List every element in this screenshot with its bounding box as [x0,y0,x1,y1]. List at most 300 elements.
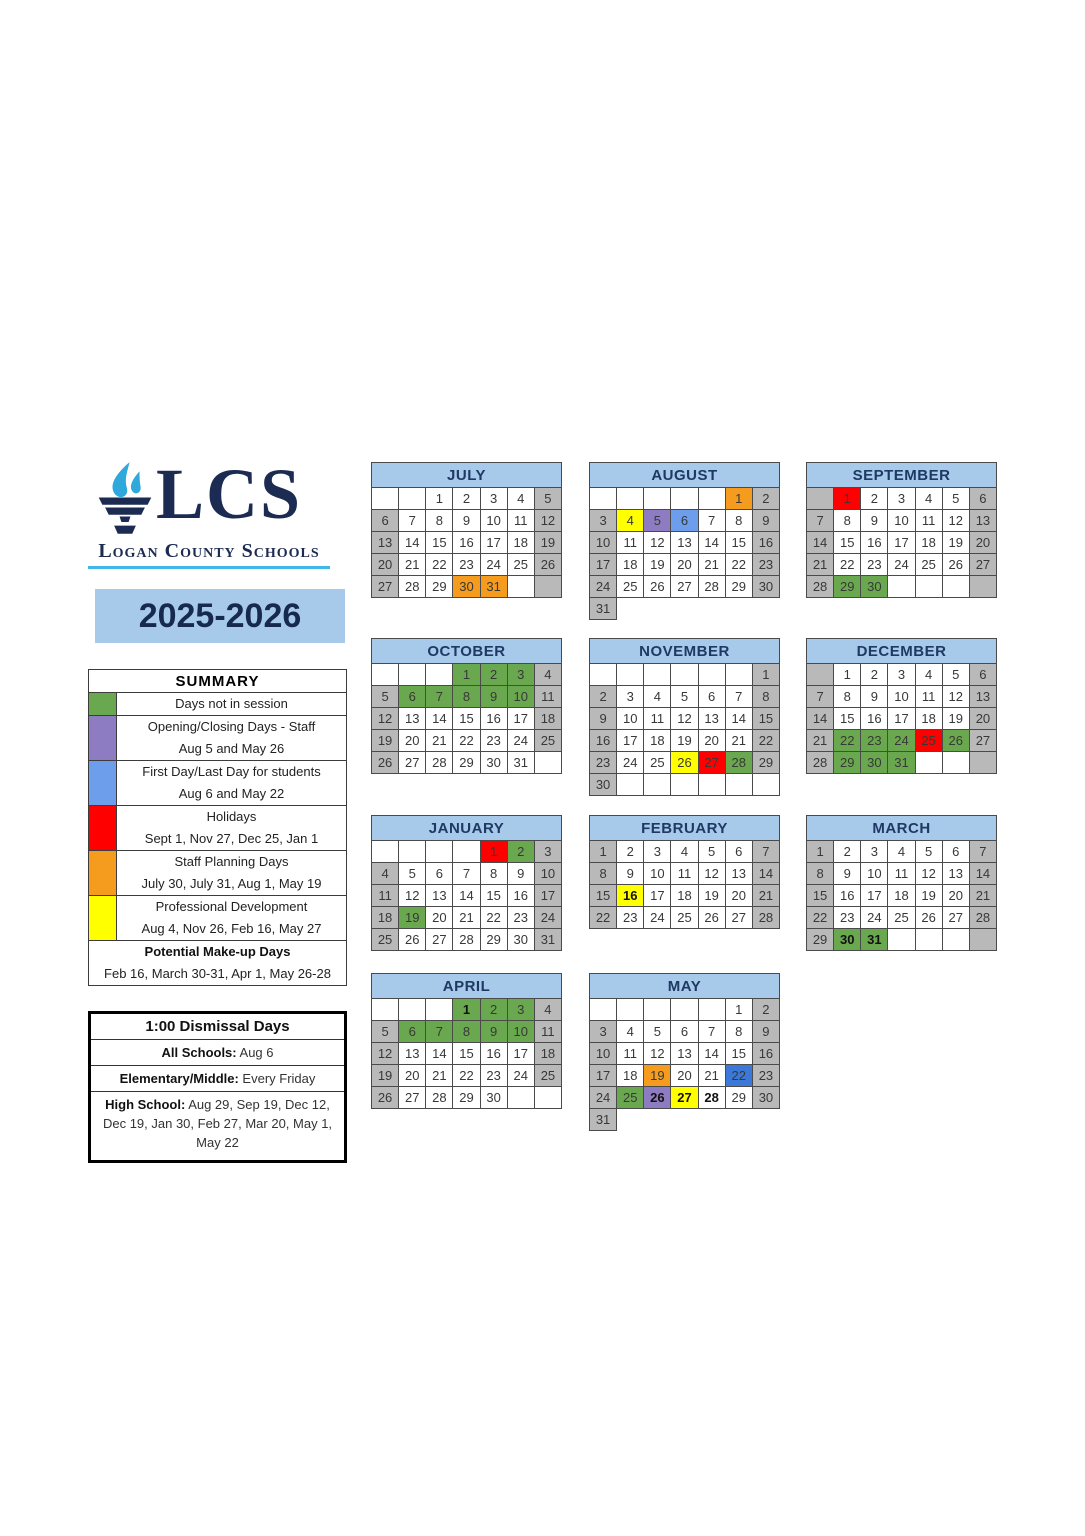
day-cell: 8 [834,686,861,708]
day-cell: 6 [969,664,996,686]
day-cell [426,841,453,863]
day-cell [590,488,617,510]
day-cell: 5 [372,686,399,708]
day-cell: 2 [752,999,779,1021]
week-row [590,863,780,885]
day-cell: 1 [725,488,752,510]
day-cell [942,752,969,774]
week-row [372,532,562,554]
month-title: NOVEMBER [590,639,780,664]
day-cell: 23 [834,907,861,929]
day-cell: 12 [942,510,969,532]
legend-makeup-text: Potential Make-up Days Feb 16, March 30-31, Apr 1, May 26-28 [89,941,347,986]
day-cell: 1 [725,999,752,1021]
day-cell: 4 [507,488,534,510]
day-cell: 23 [480,1065,507,1087]
day-cell: 29 [834,576,861,598]
day-cell [698,774,725,796]
day-cell: 8 [453,1021,480,1043]
day-cell: 17 [888,532,915,554]
day-cell: 6 [698,686,725,708]
day-cell: 3 [888,664,915,686]
day-cell: 8 [807,863,834,885]
day-cell: 6 [725,841,752,863]
dismissal-row: High School: Aug 29, Sep 19, Dec 12, Dec 19, Jan 30, Feb 27, Mar 20, May 1, May 22 [102,1097,333,1150]
day-cell: 4 [915,664,942,686]
week-row [372,752,562,774]
day-cell [915,576,942,598]
day-cell: 23 [752,554,779,576]
day-cell [399,841,426,863]
day-cell: 18 [915,532,942,554]
day-cell: 22 [453,1065,480,1087]
day-cell: 22 [426,554,453,576]
day-cell: 14 [725,708,752,730]
day-cell: 25 [617,576,644,598]
day-cell: 20 [671,554,698,576]
day-cell: 21 [752,885,779,907]
day-cell: 21 [698,554,725,576]
day-cell: 29 [426,576,453,598]
day-cell: 21 [969,885,996,907]
day-cell: 11 [372,885,399,907]
day-cell: 17 [534,885,561,907]
day-cell: 28 [725,752,752,774]
day-cell: 11 [915,686,942,708]
day-cell: 9 [861,686,888,708]
day-cell: 5 [372,1021,399,1043]
day-cell: 3 [480,488,507,510]
day-cell [644,664,671,686]
month-title: FEBRUARY [590,816,780,841]
day-cell: 28 [399,576,426,598]
day-cell: 26 [915,907,942,929]
day-cell: 29 [725,576,752,598]
legend-text: First Day/Last Day for students Aug 6 and May 22 [117,761,347,806]
day-cell [644,774,671,796]
day-cell [399,488,426,510]
day-cell: 9 [590,708,617,730]
week-row [372,999,562,1021]
dismissal-box [88,1011,347,1163]
day-cell [888,929,915,951]
day-cell: 30 [507,929,534,951]
day-cell: 27 [426,929,453,951]
week-row [372,1043,562,1065]
day-cell: 17 [590,1065,617,1087]
legend-text: Staff Planning Days July 30, July 31, Aug 1, May 19 [117,851,347,896]
week-row [372,1021,562,1043]
day-cell: 14 [969,863,996,885]
day-cell: 30 [861,752,888,774]
day-cell: 15 [480,885,507,907]
day-cell: 14 [698,532,725,554]
day-cell: 19 [942,708,969,730]
day-cell: 4 [671,841,698,863]
day-cell: 30 [590,774,617,796]
day-cell: 15 [752,708,779,730]
summary-legend [88,669,347,986]
day-cell: 31 [590,1109,617,1131]
day-cell: 26 [942,730,969,752]
dismissal-row: All Schools: Aug 6 [91,1040,344,1066]
day-cell: 25 [534,1065,561,1087]
day-cell: 30 [453,576,480,598]
day-cell: 1 [590,841,617,863]
day-cell: 15 [426,532,453,554]
day-cell: 29 [453,752,480,774]
day-cell: 17 [507,1043,534,1065]
month-title: DECEMBER [807,639,997,664]
day-cell: 17 [861,885,888,907]
legend-row [89,806,347,851]
day-cell: 9 [617,863,644,885]
day-cell: 14 [698,1043,725,1065]
day-cell: 24 [480,554,507,576]
day-cell: 19 [399,907,426,929]
day-cell: 15 [453,708,480,730]
day-cell: 5 [534,488,561,510]
day-cell: 7 [399,510,426,532]
day-cell: 25 [534,730,561,752]
month-title: JANUARY [372,816,562,841]
day-cell: 16 [590,730,617,752]
day-cell: 7 [969,841,996,863]
week-row [590,576,780,598]
day-cell: 18 [372,907,399,929]
summary-title: SUMMARY [89,670,347,693]
day-cell [372,488,399,510]
day-cell: 23 [453,554,480,576]
week-row [590,730,780,752]
day-cell: 26 [698,907,725,929]
day-cell: 25 [372,929,399,951]
day-cell: 3 [888,488,915,510]
day-cell: 28 [969,907,996,929]
day-cell: 10 [507,1021,534,1043]
day-cell: 22 [834,554,861,576]
legend-row [89,761,347,806]
day-cell: 21 [399,554,426,576]
day-cell: 4 [534,999,561,1021]
day-cell: 8 [590,863,617,885]
day-cell: 8 [834,510,861,532]
day-cell: 21 [453,907,480,929]
day-cell [617,774,644,796]
day-cell: 28 [698,576,725,598]
day-cell: 3 [590,1021,617,1043]
day-cell: 20 [426,907,453,929]
day-cell: 7 [807,686,834,708]
day-cell: 13 [372,532,399,554]
month-march [806,815,997,951]
day-cell: 30 [752,1087,779,1109]
week-row [372,708,562,730]
day-cell: 9 [480,1021,507,1043]
week-row [590,752,780,774]
week-row [372,929,562,951]
day-cell: 20 [671,1065,698,1087]
day-cell [617,999,644,1021]
day-cell: 27 [399,1087,426,1109]
week-row [372,576,562,598]
day-cell [590,664,617,686]
legend-row [89,851,347,896]
month-april [371,973,562,1109]
day-cell: 21 [426,1065,453,1087]
dismissal-row: Elementary/Middle: Every Friday [91,1066,344,1092]
day-cell [969,752,996,774]
day-cell: 26 [372,1087,399,1109]
day-cell: 6 [372,510,399,532]
day-cell: 14 [399,532,426,554]
week-row [807,510,997,532]
day-cell [942,929,969,951]
legend-row [89,693,347,716]
day-cell: 16 [752,532,779,554]
week-row [807,554,997,576]
day-cell: 30 [480,752,507,774]
month-title: OCTOBER [372,639,562,664]
week-row [590,686,780,708]
legend-text: Days not in session [117,693,347,716]
day-cell: 24 [507,1065,534,1087]
day-cell: 2 [861,488,888,510]
day-cell: 13 [671,1043,698,1065]
day-cell [915,752,942,774]
day-cell: 11 [671,863,698,885]
day-cell: 15 [807,885,834,907]
legend-color-swatch [89,693,117,716]
day-cell [426,999,453,1021]
day-cell: 5 [915,841,942,863]
day-cell: 12 [915,863,942,885]
day-cell: 27 [671,576,698,598]
day-cell: 28 [752,907,779,929]
month-december [806,638,997,774]
week-row [807,929,997,951]
day-cell: 13 [671,532,698,554]
day-cell: 4 [617,510,644,532]
day-cell [426,664,453,686]
day-cell: 11 [534,686,561,708]
day-cell: 23 [861,730,888,752]
day-cell: 20 [399,1065,426,1087]
day-cell: 25 [507,554,534,576]
day-cell: 22 [807,907,834,929]
day-cell [698,999,725,1021]
day-cell: 27 [942,907,969,929]
week-row [807,708,997,730]
day-cell: 10 [861,863,888,885]
day-cell: 5 [942,664,969,686]
day-cell: 18 [534,708,561,730]
day-cell [534,752,561,774]
dismissal-rows [91,1040,344,1160]
day-cell: 19 [915,885,942,907]
day-cell: 1 [834,664,861,686]
day-cell: 24 [644,907,671,929]
day-cell: 25 [617,1087,644,1109]
day-cell: 22 [453,730,480,752]
week-row [372,841,562,863]
day-cell: 13 [942,863,969,885]
day-cell: 29 [480,929,507,951]
week-row [590,1087,780,1109]
day-cell: 11 [507,510,534,532]
week-row [372,488,562,510]
day-cell: 24 [534,907,561,929]
day-cell: 27 [725,907,752,929]
day-cell: 16 [617,885,644,907]
day-cell: 16 [507,885,534,907]
day-cell: 15 [590,885,617,907]
month-title: MAY [590,974,780,999]
month-february [589,815,780,929]
day-cell: 21 [426,730,453,752]
day-cell: 25 [644,752,671,774]
day-cell: 13 [725,863,752,885]
week-row [372,730,562,752]
day-cell: 11 [915,510,942,532]
day-cell: 4 [534,664,561,686]
month-title: MARCH [807,816,997,841]
week-row [807,664,997,686]
day-cell: 4 [644,686,671,708]
week-row [372,885,562,907]
legend-row [89,896,347,941]
day-cell [807,664,834,686]
day-cell: 31 [861,929,888,951]
week-row [807,885,997,907]
day-cell: 24 [888,554,915,576]
week-row [807,863,997,885]
day-cell: 21 [807,730,834,752]
day-cell: 4 [915,488,942,510]
day-cell: 10 [480,510,507,532]
day-cell: 28 [807,576,834,598]
day-cell: 19 [671,730,698,752]
day-cell: 31 [480,576,507,598]
day-cell: 31 [534,929,561,951]
day-cell: 20 [725,885,752,907]
day-cell: 28 [426,1087,453,1109]
day-cell: 7 [453,863,480,885]
day-cell: 3 [507,664,534,686]
week-row [807,730,997,752]
day-cell: 20 [969,532,996,554]
day-cell [915,929,942,951]
day-cell: 4 [617,1021,644,1043]
legend-color-swatch [89,806,117,851]
day-cell: 19 [644,554,671,576]
month-title: APRIL [372,974,562,999]
day-cell: 1 [752,664,779,686]
day-cell: 13 [426,885,453,907]
day-cell: 23 [752,1065,779,1087]
day-cell: 3 [861,841,888,863]
day-cell: 24 [888,730,915,752]
day-cell: 22 [590,907,617,929]
week-row [807,576,997,598]
day-cell: 17 [480,532,507,554]
day-cell: 9 [861,510,888,532]
day-cell: 9 [453,510,480,532]
day-cell: 6 [969,488,996,510]
day-cell: 8 [725,1021,752,1043]
day-cell: 16 [453,532,480,554]
school-year-banner: 2025-2026 [95,589,345,643]
week-row [590,708,780,730]
day-cell: 15 [725,1043,752,1065]
week-row [807,686,997,708]
day-cell: 13 [399,708,426,730]
legend-row [89,716,347,761]
day-cell: 14 [752,863,779,885]
day-cell: 20 [372,554,399,576]
day-cell: 23 [507,907,534,929]
day-cell: 19 [372,730,399,752]
legend-color-swatch [89,851,117,896]
day-cell [644,488,671,510]
day-cell: 3 [507,999,534,1021]
day-cell: 29 [752,752,779,774]
day-cell [942,576,969,598]
day-cell: 2 [834,841,861,863]
day-cell [698,664,725,686]
legend-text: Opening/Closing Days - Staff Aug 5 and May 26 [117,716,347,761]
day-cell: 2 [861,664,888,686]
month-september [806,462,997,598]
week-row [590,532,780,554]
day-cell: 13 [698,708,725,730]
week-row [590,1109,780,1131]
day-cell: 30 [752,576,779,598]
day-cell: 16 [752,1043,779,1065]
day-cell [671,664,698,686]
day-cell: 20 [942,885,969,907]
day-cell [671,488,698,510]
day-cell: 3 [534,841,561,863]
day-cell: 18 [534,1043,561,1065]
day-cell: 19 [644,1065,671,1087]
day-cell: 4 [888,841,915,863]
day-cell: 30 [480,1087,507,1109]
day-cell: 25 [888,907,915,929]
day-cell: 21 [725,730,752,752]
day-cell [507,576,534,598]
day-cell: 13 [399,1043,426,1065]
day-cell: 10 [617,708,644,730]
day-cell [807,488,834,510]
week-row [372,907,562,929]
day-cell: 7 [752,841,779,863]
day-cell: 7 [426,1021,453,1043]
day-cell [372,841,399,863]
day-cell: 2 [453,488,480,510]
day-cell: 11 [644,708,671,730]
day-cell: 11 [888,863,915,885]
day-cell: 23 [617,907,644,929]
day-cell: 14 [426,1043,453,1065]
week-row [590,1065,780,1087]
day-cell: 18 [671,885,698,907]
day-cell [888,576,915,598]
day-cell: 23 [861,554,888,576]
day-cell: 5 [698,841,725,863]
day-cell: 3 [644,841,671,863]
day-cell: 27 [671,1087,698,1109]
